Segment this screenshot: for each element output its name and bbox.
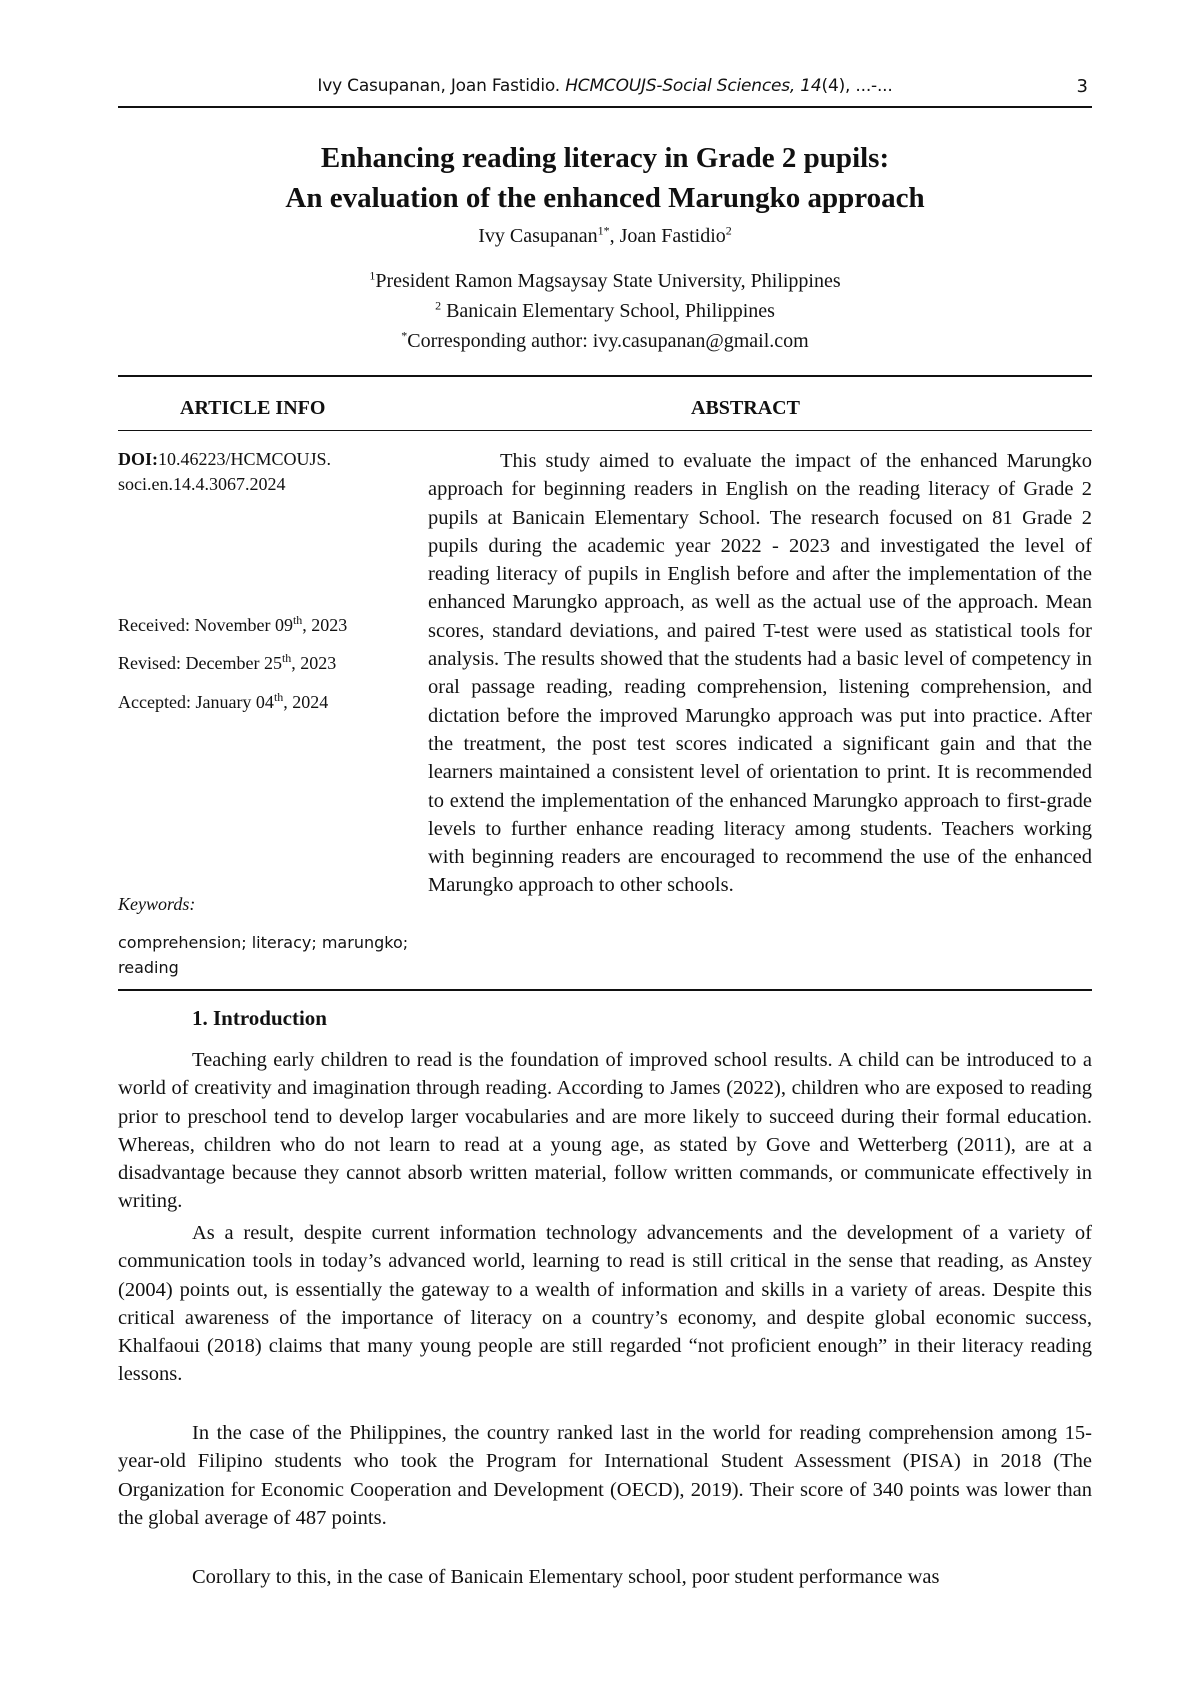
info-box-top-rule bbox=[118, 375, 1092, 377]
accepted-year: , 2024 bbox=[283, 692, 329, 712]
citation-journal: HCMCOUJS-Social Sciences, 14 bbox=[565, 76, 822, 96]
doi-label: DOI: bbox=[118, 449, 158, 469]
revised-label: Revised: December 25 bbox=[118, 653, 282, 673]
citation-issue: (4), ...-... bbox=[821, 76, 893, 96]
keywords-label: Keywords: bbox=[118, 894, 196, 914]
author-list bbox=[118, 222, 1092, 250]
received-sup: th bbox=[292, 613, 303, 627]
citation-authors: Ivy Casupanan, Joan Fastidio. bbox=[317, 76, 560, 96]
received-date bbox=[118, 613, 347, 638]
section-title-introduction: 1. Introduction bbox=[192, 1006, 327, 1030]
body-paragraph-4: Corollary to this, in the case of Banicain Elementary school, poor student performance was bbox=[192, 1566, 940, 1588]
author-2: Joan Fastidio bbox=[619, 225, 726, 247]
abstract-heading: ABSTRACT bbox=[691, 397, 800, 419]
accepted-label: Accepted: January 04 bbox=[118, 692, 274, 712]
affiliation-1 bbox=[118, 266, 1092, 296]
doi-value: 10.46223/HCMCOUJS. soci.en.14.4.3067.2024 bbox=[118, 449, 332, 494]
received-year: , 2023 bbox=[302, 615, 348, 635]
paper-title bbox=[118, 138, 1092, 218]
abstract-text: This study aimed to evaluate the impact of the enhanced Marungko approach for beginning readers in English on the reading literacy of Grade 2 pupils at Banicain Elementary School. The research focused on 81 Grade 2 pupils during the academic year 2022 - 2023 and investigated the level of reading literacy of pupils in English before and after the implementation of the enhanced Marungko approach, as well as the actual use of the approach. Mean scores, standard deviations, and paired T-test were used as statistical tools for analysis. The results showed that the students had a basic level of competency in oral passage reading, reading comprehension, listening comprehension, and dictation before the improved Marungko approach was put into practice. After the treatment, the post test scores indicated a significant gain and that the learners maintained a consistent level of orientation to print. It is recommended to extend the implementation of the enhanced Marungko approach to first-grade levels to further enhance reading literacy among students. Teachers working with beginning readers are encouraged to recommend the use of the enhanced Marungko approach to other schools. bbox=[428, 450, 1092, 897]
author-1: Ivy Casupanan bbox=[478, 225, 598, 247]
affiliation-2-mark: 2 bbox=[435, 298, 442, 313]
running-header-citation bbox=[118, 76, 1092, 96]
info-box-bottom-rule bbox=[118, 989, 1092, 991]
body-paragraph-3: In the case of the Philippines, the country ranked last in the world for reading comprehension among 15-year-old Filipino students who took the Program for International Student Assessment (PISA) in 2018 (The Organization for Economic Cooperation and Development (OECD), 2019). Their score of 340 points was lower than the global average of 487 points. bbox=[118, 1422, 1092, 1529]
accepted-date bbox=[118, 690, 328, 715]
received-label: Received: November 09 bbox=[118, 615, 293, 635]
affiliation-1-mark: 1 bbox=[369, 268, 376, 283]
page-number: 3 bbox=[1076, 76, 1088, 97]
corresponding-mark: * bbox=[401, 328, 408, 343]
revised-year: , 2023 bbox=[291, 653, 337, 673]
running-header bbox=[118, 76, 1092, 108]
corresponding-author-text: Corresponding author: ivy.casupanan@gmail.com bbox=[407, 330, 809, 352]
author-2-affiliation-mark: 2 bbox=[725, 223, 732, 238]
body-paragraph-1: Teaching early children to read is the foundation of improved school results. A child can be introduced to a world of creativity and imagination through reading. According to James (2022), children who are exposed to reading prior to preschool tend to develop larger vocabularies and are more likely to succeed during their formal education. Whereas, children who do not learn to read at a young age, as stated by Gove and Wetterberg (2011), are at a disadvantage because they cannot absorb written material, follow written commands, or communicate effectively in writing. bbox=[118, 1049, 1092, 1213]
affiliation-1-text: President Ramon Magsaysay State University, Philippines bbox=[375, 270, 841, 292]
corresponding-author bbox=[118, 326, 1092, 356]
paper-title-line-2: An evaluation of the enhanced Marungko approach bbox=[285, 182, 925, 214]
article-info-heading: ARTICLE INFO bbox=[180, 397, 326, 419]
doi bbox=[118, 447, 418, 497]
keywords: comprehension; literacy; marungko; reading bbox=[118, 933, 409, 977]
accepted-sup: th bbox=[273, 690, 284, 704]
affiliation-2 bbox=[118, 296, 1092, 326]
author-1-affiliation-mark: 1* bbox=[597, 223, 610, 238]
info-box-header-rule bbox=[118, 430, 1092, 431]
revised-date bbox=[118, 651, 336, 676]
body-paragraph-2: As a result, despite current information technology advancements and the development of a variety of communication tools in today’s advanced world, learning to read is still critical in the sense that reading, as Anstey (2004) points out, is essentially the gateway to a wealth of information and skills in a variety of areas. Despite this critical awareness of the importance of literacy on a country’s economy, and despite global economic success, Khalfaoui (2018) claims that many young people are still regarded “not proficient enough” in their literacy reading lessons. bbox=[118, 1222, 1092, 1386]
author-separator: , bbox=[609, 225, 620, 247]
paper-title-line-1: Enhancing reading literacy in Grade 2 pupils: bbox=[320, 142, 890, 174]
revised-sup: th bbox=[281, 651, 292, 665]
affiliations bbox=[118, 266, 1092, 356]
affiliation-2-text: Banicain Elementary School, Philippines bbox=[441, 300, 775, 322]
